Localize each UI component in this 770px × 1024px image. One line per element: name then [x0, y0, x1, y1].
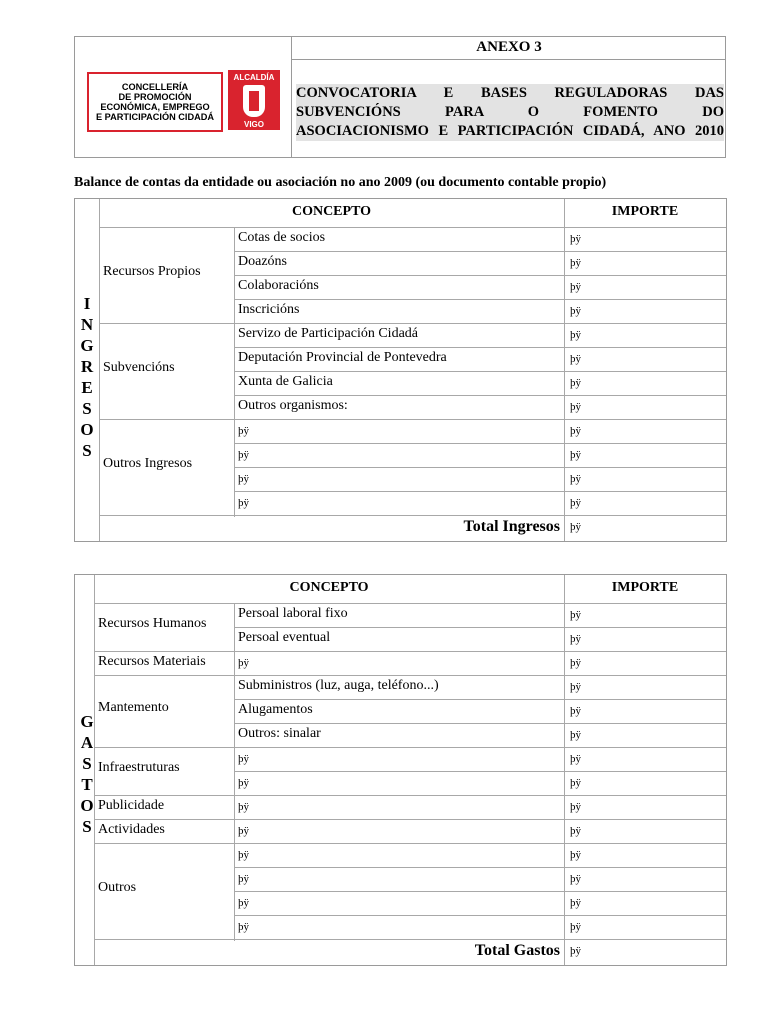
amount-input-field[interactable]: þÿ: [570, 801, 581, 813]
logo-text-line: E PARTICIPACIÓN CIDADÁ: [95, 112, 215, 122]
group-label: Recursos Materiais: [98, 654, 206, 669]
call-title-line: CONVOCATORIA E BASES REGULADORAS DAS: [296, 85, 724, 101]
group-label: Outros Ingresos: [103, 456, 193, 471]
row-divider: [234, 491, 726, 492]
group-divider: [94, 843, 726, 844]
call-title-line: SUBVENCIÓNS PARA O FOMENTO DO: [296, 104, 724, 120]
logo-text-line: CONCELLERÍA: [121, 82, 189, 92]
concept-input-field[interactable]: þÿ: [238, 657, 249, 669]
group-divider: [99, 419, 726, 420]
group-column-divider: [234, 227, 235, 517]
concept-input-field[interactable]: þÿ: [238, 873, 249, 885]
row-divider: [234, 443, 726, 444]
concept-label: Alugamentos: [238, 702, 313, 717]
tower-icon: [249, 91, 259, 111]
concept-label: Outros organismos:: [238, 398, 348, 413]
group-divider: [94, 939, 726, 940]
group-divider: [99, 323, 726, 324]
concept-label: Cotas de socios: [238, 230, 326, 245]
concept-label: Inscricións: [238, 302, 300, 317]
concept-label: Deputación Provincial de Pontevedra: [238, 350, 447, 365]
row-divider: [234, 395, 726, 396]
total-label: Total Gastos: [474, 942, 560, 959]
amount-input-field[interactable]: þÿ: [570, 657, 581, 669]
document-header: [74, 36, 726, 158]
row-divider: [234, 627, 726, 628]
concept-input-field[interactable]: þÿ: [238, 449, 249, 461]
row-divider: [234, 699, 726, 700]
amount-input-field[interactable]: þÿ: [570, 921, 581, 933]
amount-input-field[interactable]: þÿ: [570, 473, 581, 485]
amount-input-field[interactable]: þÿ: [570, 681, 581, 693]
vertical-letter: A: [80, 733, 94, 752]
amount-input-field[interactable]: þÿ: [570, 353, 581, 365]
importe-header: IMPORTE: [611, 580, 679, 595]
row-divider: [234, 347, 726, 348]
concept-label: Xunta de Galicia: [238, 374, 333, 389]
concept-label: Persoal eventual: [238, 630, 331, 645]
amount-input-field[interactable]: þÿ: [570, 729, 581, 741]
amount-input-field[interactable]: þÿ: [570, 305, 581, 317]
logo-text-alcaldia: ALCALDÍA: [233, 73, 275, 82]
side-column-divider: [99, 199, 100, 541]
balance-title: Balance de contas da entidade ou asociación no ano 2009 (ou documento contable propio): [74, 175, 607, 190]
row-divider: [94, 603, 726, 604]
vertical-letter: T: [81, 775, 93, 794]
amount-input-field[interactable]: þÿ: [570, 233, 581, 245]
amount-input-field[interactable]: þÿ: [570, 753, 581, 765]
concept-input-field[interactable]: þÿ: [238, 801, 249, 813]
group-divider: [94, 747, 726, 748]
logo-text-vigo: VIGO: [243, 120, 264, 129]
logo-text-line: DE PROMOCIÓN: [118, 92, 192, 102]
amount-input-field[interactable]: þÿ: [570, 609, 581, 621]
vertical-letter: S: [82, 817, 92, 836]
logo-text-line: ECONÓMICA, EMPREGO: [100, 102, 210, 112]
concept-input-field[interactable]: þÿ: [238, 921, 249, 933]
group-label: Outros: [98, 880, 137, 895]
header-divider: [291, 59, 725, 60]
vertical-section-label: [75, 293, 99, 461]
row-divider: [234, 467, 726, 468]
amount-input-field[interactable]: þÿ: [570, 825, 581, 837]
concepto-header: CONCEPTO: [291, 204, 372, 219]
annex-title: ANEXO 3: [476, 39, 542, 55]
row-divider: [234, 867, 726, 868]
concept-input-field[interactable]: þÿ: [238, 473, 249, 485]
concept-input-field[interactable]: þÿ: [238, 753, 249, 765]
group-divider: [94, 651, 726, 652]
row-divider: [234, 771, 726, 772]
vertical-letter: O: [80, 796, 94, 815]
amount-input-field[interactable]: þÿ: [570, 897, 581, 909]
amount-input-field[interactable]: þÿ: [570, 449, 581, 461]
row-divider: [234, 371, 726, 372]
concept-input-field[interactable]: þÿ: [238, 849, 249, 861]
concept-label: Servizo de Participación Cidadá: [238, 326, 418, 341]
vertical-letter: E: [81, 378, 93, 397]
concept-label: Subministros (luz, auga, teléfono...): [238, 678, 439, 693]
vertical-letter: N: [80, 315, 94, 334]
row-divider: [234, 891, 726, 892]
group-divider: [94, 675, 726, 676]
group-divider: [94, 819, 726, 820]
vertical-letter: S: [82, 441, 92, 460]
alcaldia-vigo-logo: [228, 70, 280, 130]
expenses-table: [74, 574, 727, 966]
amount-input-field[interactable]: þÿ: [570, 401, 581, 413]
concelleria-logo: [87, 72, 223, 132]
group-label: Publicidade: [98, 798, 165, 813]
importe-header: IMPORTE: [611, 204, 679, 219]
vertical-letter: S: [82, 754, 92, 773]
concept-label: Colaboracións: [238, 278, 319, 293]
income-table: [74, 198, 727, 542]
row-divider: [234, 251, 726, 252]
vertical-letter: G: [80, 712, 94, 731]
vertical-letter: R: [80, 357, 94, 376]
concept-label: Outros: sinalar: [238, 726, 321, 741]
concept-input-field[interactable]: þÿ: [238, 497, 249, 509]
amount-column-divider: [564, 575, 565, 965]
group-label: Recursos Humanos: [98, 616, 207, 631]
vertical-letter: I: [83, 294, 91, 313]
row-divider: [99, 227, 726, 228]
amount-input-field[interactable]: þÿ: [570, 257, 581, 269]
vertical-letter: G: [80, 336, 94, 355]
row-divider: [234, 275, 726, 276]
concept-label: Persoal laboral fixo: [238, 606, 348, 621]
total-label: Total Ingresos: [463, 518, 560, 535]
group-label: Mantemento: [98, 700, 169, 715]
amount-input-field[interactable]: þÿ: [570, 873, 581, 885]
concept-input-field[interactable]: þÿ: [238, 777, 249, 789]
row-divider: [234, 915, 726, 916]
row-divider: [234, 299, 726, 300]
concept-input-field[interactable]: þÿ: [238, 897, 249, 909]
amount-input-field[interactable]: þÿ: [570, 633, 581, 645]
concept-input-field[interactable]: þÿ: [238, 825, 249, 837]
amount-input-field[interactable]: þÿ: [570, 281, 581, 293]
amount-input-field[interactable]: þÿ: [570, 425, 581, 437]
amount-input-field[interactable]: þÿ: [570, 497, 581, 509]
amount-input-field[interactable]: þÿ: [570, 849, 581, 861]
concepto-header: CONCEPTO: [289, 580, 369, 595]
concept-label: Doazóns: [238, 254, 287, 269]
group-divider: [94, 795, 726, 796]
amount-input-field[interactable]: þÿ: [570, 777, 581, 789]
vertical-letter: S: [82, 399, 92, 418]
group-label: Recursos Propios: [103, 264, 201, 279]
group-label: Infraestruturas: [98, 760, 180, 775]
vertical-letter: O: [80, 420, 94, 439]
concept-input-field[interactable]: þÿ: [238, 425, 249, 437]
group-label: Actividades: [98, 822, 165, 837]
amount-input-field[interactable]: þÿ: [570, 377, 581, 389]
total-amount-field[interactable]: þÿ: [570, 945, 581, 957]
row-divider: [234, 723, 726, 724]
call-title: [296, 84, 724, 141]
amount-input-field[interactable]: þÿ: [570, 705, 581, 717]
call-title-line: ASOCIACIONISMO E PARTICIPACIÓN CIDADÁ, ANO 2010: [296, 123, 724, 139]
group-label: Subvencións: [103, 360, 175, 375]
total-amount-field[interactable]: þÿ: [570, 521, 581, 533]
group-divider: [99, 515, 726, 516]
amount-input-field[interactable]: þÿ: [570, 329, 581, 341]
